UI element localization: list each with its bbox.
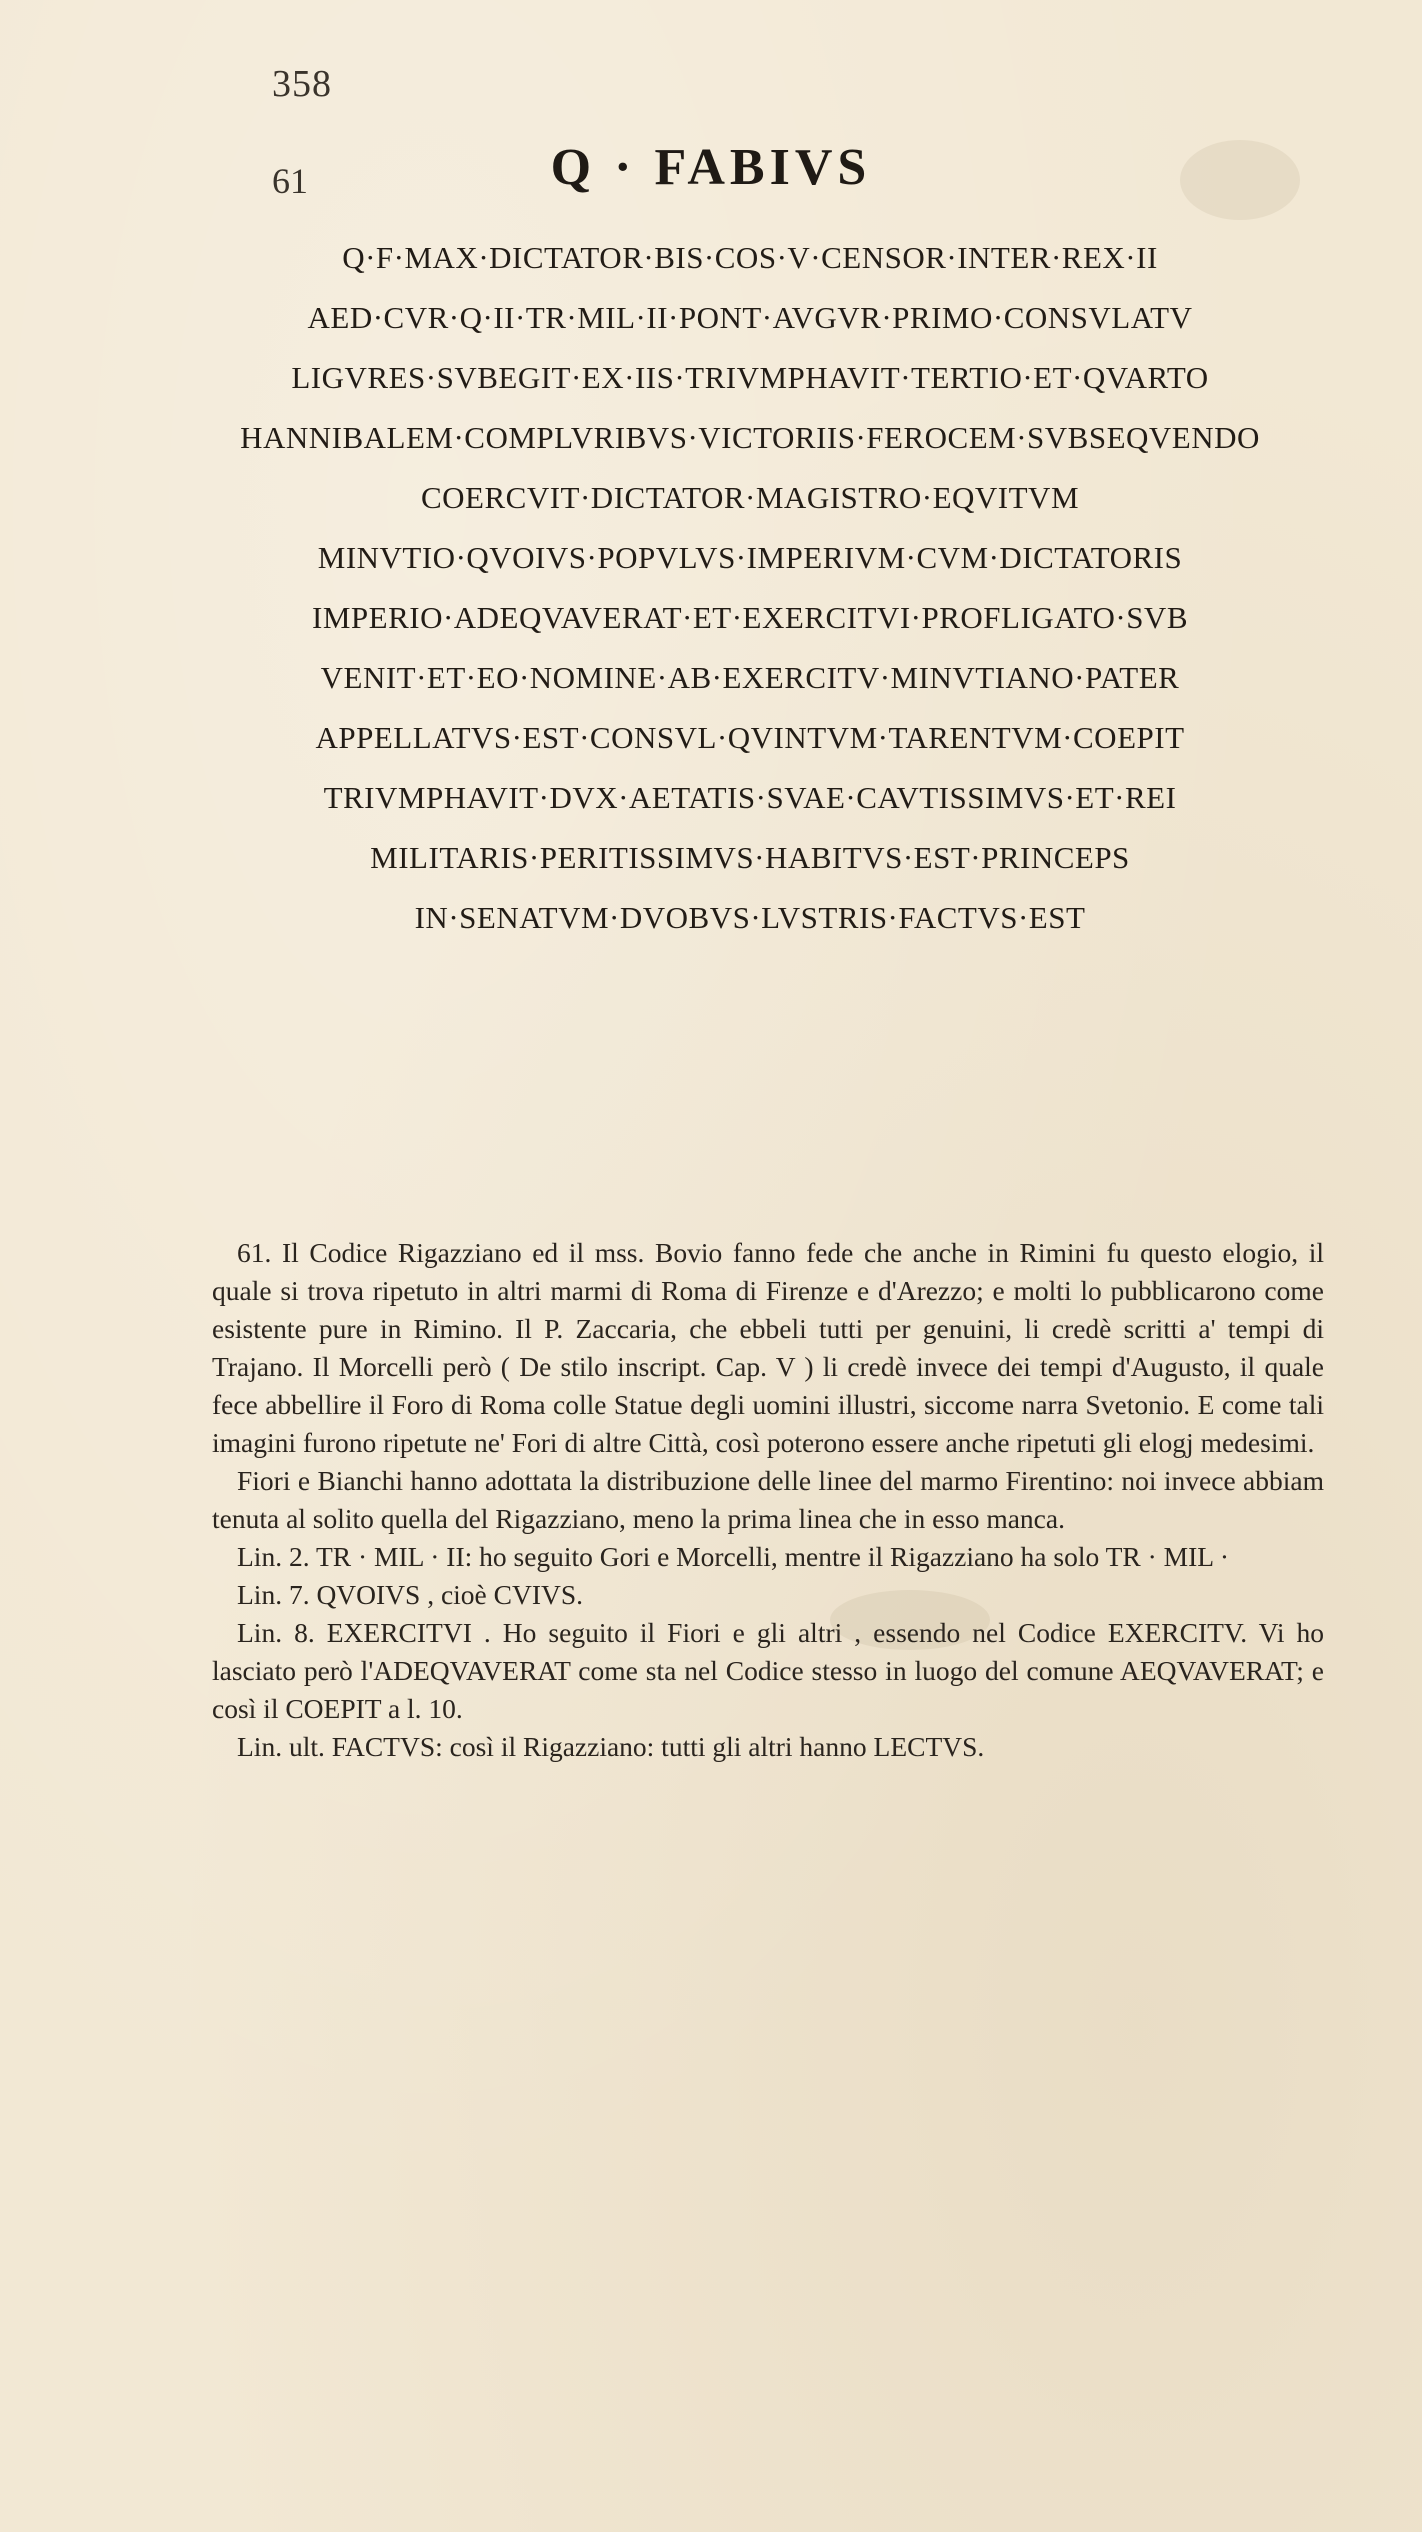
inscription-line: MILITARIS·PERITISSIMVS·HABITVS·EST·PRINCEPS bbox=[370, 840, 1130, 875]
inscription-line: VENIT·ET·EO·NOMINE·AB·EXERCITV·MINVTIANO·PATER bbox=[320, 660, 1180, 695]
entry-title: Q · FABIVS bbox=[550, 139, 872, 196]
inscription-line: HANNIBALEM·COMPLVRIBVS·VICTORIIS·FEROCEM·SVBSEQVENDO bbox=[240, 420, 1260, 455]
inscription-line: MINVTIO·QVOIVS·POPVLVS·IMPERIVM·CVM·DICTATORIS bbox=[317, 540, 1183, 575]
inscription-line: Q·F·MAX·DICTATOR·BIS·COS·V·CENSOR·INTER·REX·II bbox=[342, 240, 1158, 275]
inscription-line: IMPERIO·ADEQVAVERAT·ET·EXERCITVI·PROFLIGATO·SVB bbox=[312, 600, 1188, 635]
entry-number: 61 bbox=[272, 161, 308, 201]
inscription-line: LIGVRES·SVBEGIT·EX·IIS·TRIVMPHAVIT·TERTIO·ET·QVARTO bbox=[291, 360, 1209, 395]
commentary-paragraph: Fiori e Bianchi hanno adottata la distribuzione delle linee del marmo Firentino: noi invece abbiam tenuta al solito quella del Rigazziano, meno la prima linea che in esso manca. bbox=[212, 1465, 1324, 1534]
inscription-block bbox=[200, 228, 1300, 948]
page-number: 358 bbox=[272, 63, 332, 105]
commentary-block bbox=[212, 1234, 1324, 1766]
commentary-paragraph: Lin. 7. QVOIVS , cioè CVIVS. bbox=[237, 1579, 584, 1610]
inscription-line: COERCVIT·DICTATOR·MAGISTRO·EQVITVM bbox=[420, 480, 1080, 515]
commentary-paragraph: Lin. ult. FACTVS: così il Rigazziano: tutti gli altri hanno LECTVS. bbox=[237, 1731, 985, 1762]
commentary-paragraph: Lin. 2. TR · MIL · II: ho seguito Gori e Morcelli, mentre il Rigazziano ha solo TR · MIL · bbox=[237, 1541, 1230, 1572]
inscription-line: TRIVMPHAVIT·DVX·AETATIS·SVAE·CAVTISSIMVS·ET·REI bbox=[323, 780, 1177, 815]
commentary-paragraph: 61. Il Codice Rigazziano ed il mss. Bovio fanno fede che anche in Rimini fu questo elogio, il quale si trova ripetuto in altri marmi di Roma di Firenze e d'Arezzo; e molti lo pubblicarono come esistente pure in Rimino. Il P. Zaccaria, che ebbeli tutti per genuini, li credè scritti a' tempi di Trajano. Il Morcelli però ( De stilo inscript. Cap. V ) li credè invece dei tempi d'Augusto, il quale fece abbellire il Foro di Roma colle Statue degli uomini illustri, siccome narra Svetonio. E come tali imagini furono ripetute ne' Fori di altre Città, così poterono essere anche ripetuti gli elogj medesimi. bbox=[212, 1237, 1324, 1458]
inscription-line: APPELLATVS·EST·CONSVL·QVINTVM·TARENTVM·COEPIT bbox=[315, 720, 1185, 755]
inscription-line: IN·SENATVM·DVOBVS·LVSTRIS·FACTVS·EST bbox=[414, 900, 1086, 935]
inscription-line: AED·CVR·Q·II·TR·MIL·II·PONT·AVGVR·PRIMO·CONSVLATV bbox=[307, 300, 1193, 335]
entry-header bbox=[0, 138, 1422, 201]
commentary-paragraph: Lin. 8. EXERCITVI . Ho seguito il Fiori e gli altri , essendo nel Codice EXERCITV. Vi ho lasciato però l'ADEQVAVERAT come sta nel Codice stesso in luogo del comune AEQVAVERAT; e così il COEPIT a l. 10. bbox=[212, 1617, 1324, 1724]
